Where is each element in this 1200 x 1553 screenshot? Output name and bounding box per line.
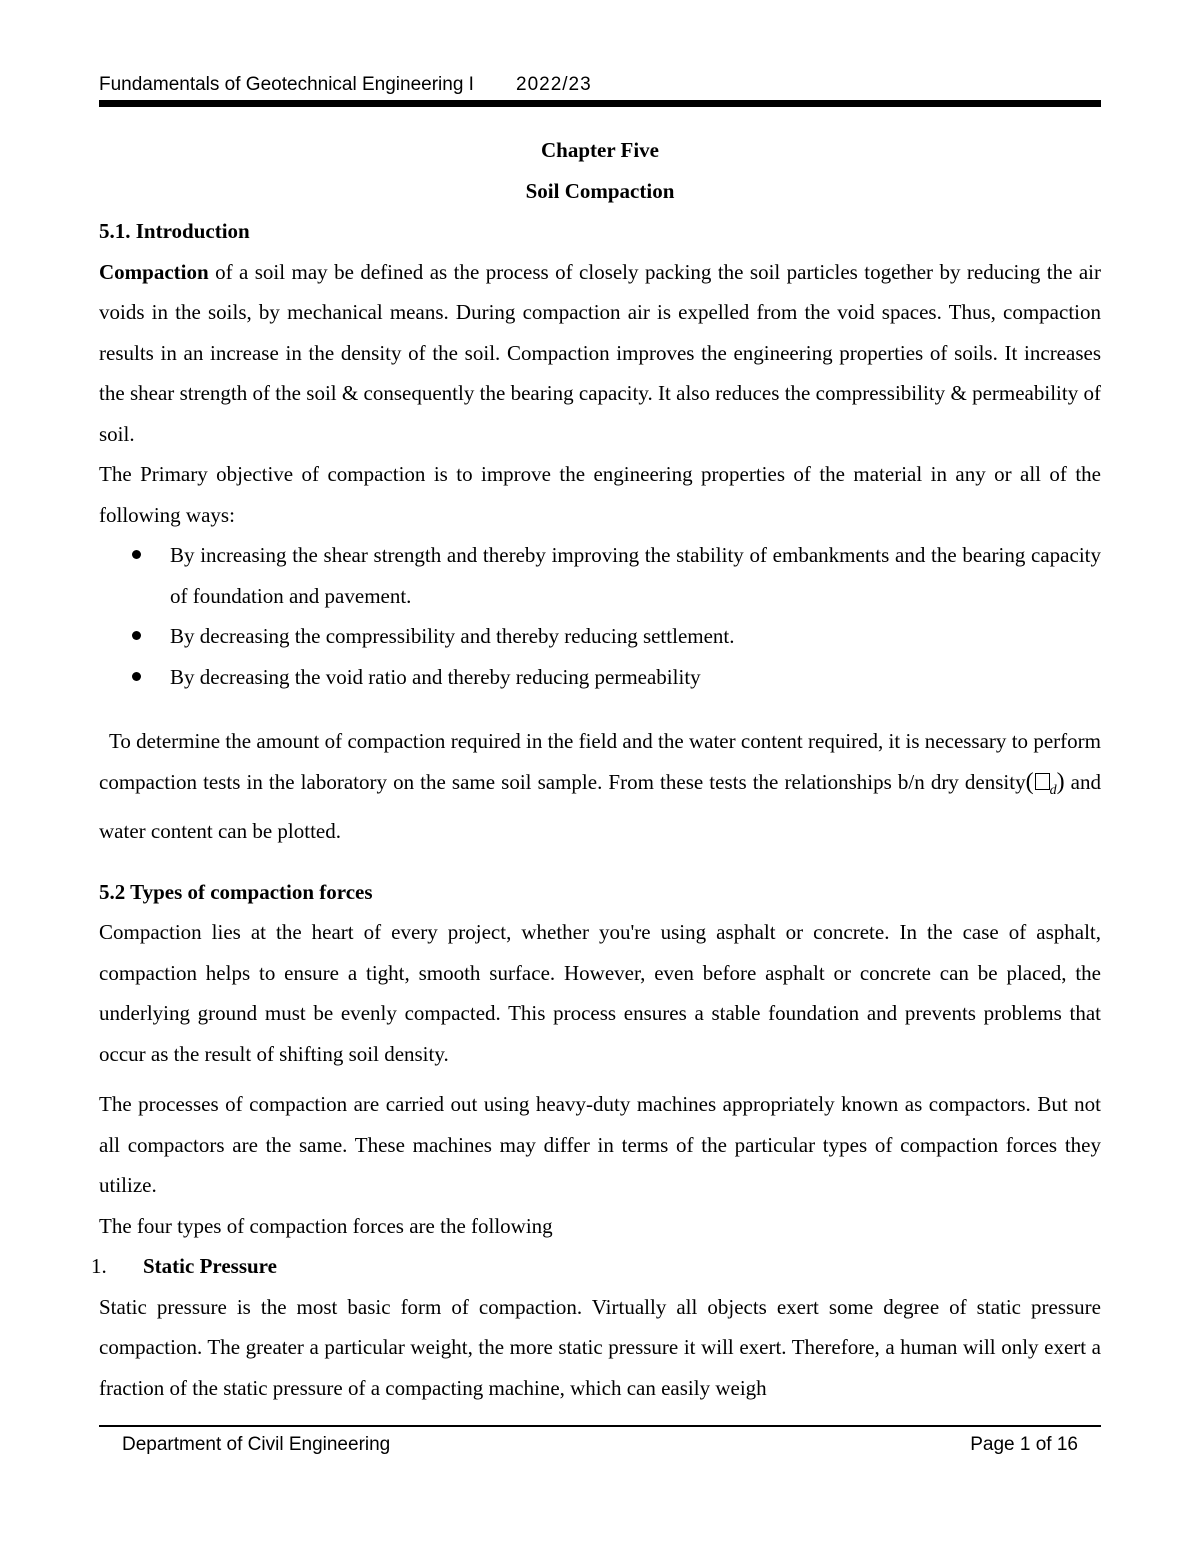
intro-text: of a soil may be defined as the process of closely packing the soil particles together by reducing the air voids in the soils, by mechanical means. During compaction air is expelled from the void spaces. Thus, compaction results in an increase in the density of the soil. Compaction improves the engineering properties of soils. It increases the shear strength of the soil & consequently the bearing capacity. It also reduces the compressibility & permeability of soil. xyxy=(99,259,1101,446)
list-item-text: By increasing the shear strength and thereby improving the stability of embankments and the bearing capacity of foundation and pavement. xyxy=(170,543,1101,608)
close-paren: ) xyxy=(1056,768,1065,795)
list-item xyxy=(99,535,1101,616)
header-rule xyxy=(99,100,1101,107)
footer-department: Department of Civil Engineering xyxy=(122,1434,391,1455)
spacer xyxy=(99,852,1101,872)
spacer xyxy=(99,1074,1101,1084)
list-item xyxy=(99,657,1101,698)
chapter-title: Soil Compaction xyxy=(525,178,675,203)
types-paragraph-1: Compaction lies at the heart of every project, whether you're using asphalt or concrete. In the case of asphalt, compaction helps to ensure a tight, smooth surface. However, even before asphalt or concrete can be placed, the underlying ground must be evenly compacted. This process ensures a stable foundation and prevents problems that occur as the result of shifting soil density. xyxy=(99,920,1101,1066)
determine-paragraph xyxy=(99,721,1101,852)
page-header xyxy=(99,72,1101,98)
item-title: Static Pressure xyxy=(143,1254,277,1278)
item-number: 1. xyxy=(91,1254,107,1278)
open-paren: ( xyxy=(1025,768,1034,795)
types-paragraph-3: The four types of compaction forces are the following xyxy=(99,1213,553,1238)
section-heading-types: 5.2 Types of compaction forces xyxy=(99,879,373,904)
list-item xyxy=(99,616,1101,657)
list-item-text: By decreasing the void ratio and thereby reducing permeability xyxy=(170,664,701,689)
numbered-heading-static-pressure xyxy=(91,1246,1101,1287)
page-footer xyxy=(122,1432,1078,1458)
footer-page-number: Page 1 of 16 xyxy=(970,1434,1078,1455)
bullet-icon xyxy=(132,631,141,640)
section-heading-introduction: 5.1. Introduction xyxy=(99,219,250,243)
types-paragraph-2: The processes of compaction are carried out using heavy-duty machines appropriately known as compactors. But not all compactors are the same. These machines may differ in terms of the particular types of compaction forces they utilize. xyxy=(99,1092,1101,1197)
objective-list xyxy=(99,535,1101,697)
missing-symbol-icon xyxy=(1035,773,1050,790)
objective-paragraph: The Primary objective of compaction is to improve the engineering properties of the material in any or all of the following ways: xyxy=(99,462,1101,527)
footer-rule xyxy=(99,1425,1101,1427)
intro-term: Compaction xyxy=(99,259,209,284)
bullet-icon xyxy=(132,550,141,559)
static-paragraph: Static pressure is the most basic form of compaction. Virtually all objects exert some degree of static pressure compaction. The greater a particular weight, the more static pressure it will exert. Therefore, a human will only exert a fraction of the static pressure of a compacting machine, which can easily weigh xyxy=(99,1294,1101,1400)
determine-tail: and water content can be plotted. xyxy=(99,769,1101,843)
intro-paragraph xyxy=(99,252,1101,455)
density-subscript: d xyxy=(1049,782,1057,798)
chapter-label: Chapter Five xyxy=(540,138,659,162)
list-item-text: By decreasing the compressibility and thereby reducing settlement. xyxy=(170,624,735,648)
header-title: Fundamentals of Geotechnical Engineering I xyxy=(99,74,474,95)
page-content xyxy=(91,130,1101,1408)
header-year: 2022/23 xyxy=(516,74,592,95)
bullet-icon xyxy=(132,672,141,681)
determine-text: To determine the amount of compaction required in the field and the water content required, it is necessary to perform compaction tests in the laboratory on the same soil sample. From these tests the relationships b/n dry density xyxy=(99,729,1101,794)
spacer xyxy=(99,697,1101,721)
